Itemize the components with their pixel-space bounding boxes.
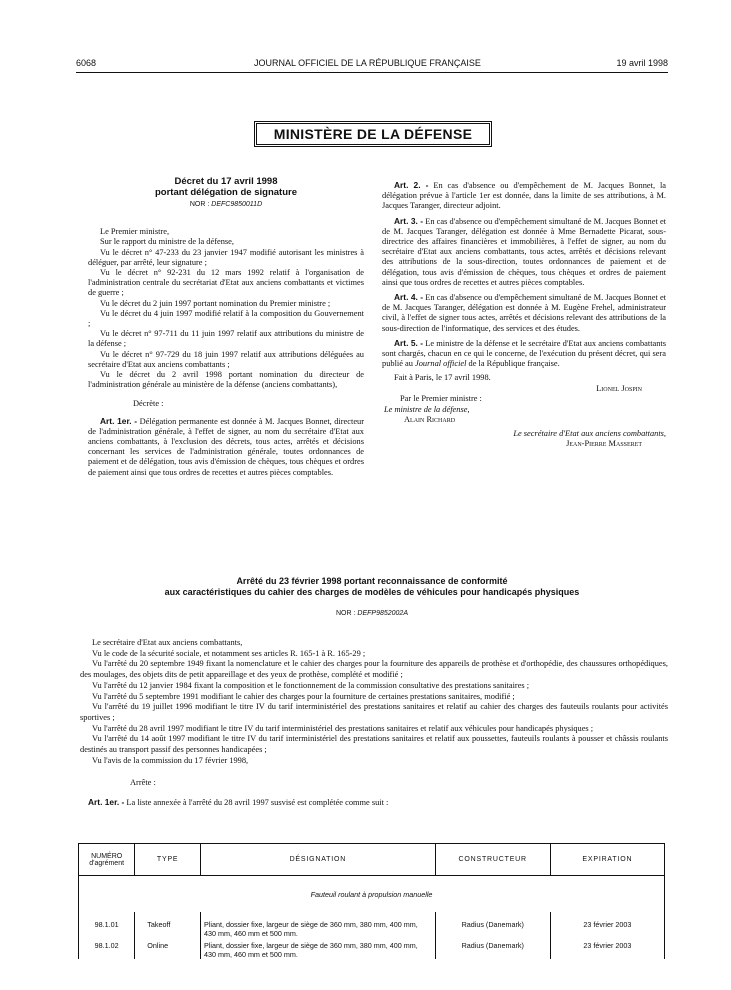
page-number: 6068 [76, 58, 97, 68]
decree-article-3-text: En cas d'absence ou d'empêchement simultané de M. Jacques Bonnet et de M. Jacques Taranger, délégation est donnée à Mme Bernadette Picarat, sous-directrice des affaires financières et immobilières, à l'effet de signer, au nom du secrétaire d'Etat aux anciens combattants, tous actes, arrêtés et décisions relevant des attributions de la sous-direction, toutes ordonnances de paiement et de délégation, tous avis d'émission de chèques, tous chèques et ordres de paiement ainsi que tous ordres de recettes et autres pièces comptables. [382, 216, 666, 287]
decree-article-5-journal: Journal officiel [415, 359, 467, 369]
arrete-nor-label: NOR : [336, 610, 356, 617]
annex-table [78, 843, 665, 959]
row-type: Online [135, 938, 201, 959]
decree-article-4-text: En cas d'absence ou d'empêchement simultané de M. Jacques Bonnet et de M. Jacques Taranger, délégation est donnée à M. Eugène Frehel, administrateur civil, à l'effet de signer tous actes, arrêtés et décisions relevant des attributions de la sous-direction de l'informatique, des services et des études. [382, 293, 666, 333]
issue-date: 19 avril 1998 [616, 58, 668, 68]
arrete-nor-code: DEFP9852002A [357, 610, 408, 617]
decree-opening-5: Vu le décret du 4 juin 1997 modifié relatif à la composition du Gouvernement ; [88, 308, 364, 329]
row-manufacturer: Radius (Danemark) [435, 938, 550, 959]
header-number: NUMÉRO d'agrément [79, 844, 135, 876]
decree-opening-1: Sur le rapport du ministre de la défense, [100, 237, 234, 247]
arrete-opening-6: Vu l'arrêté du 28 avril 1997 modifiant le titre IV du tarif interministériel des prestations sanitaires et relatif aux véhicules pour handicapés physiques ; [92, 723, 594, 733]
decree-opening-3: Vu le décret n° 92-231 du 12 mars 1992 relatif à l'organisation de l'administration centrale du secrétariat d'Etat aux anciens combattants et victimes de guerre ; [88, 268, 364, 298]
decree-article-4 [382, 292, 666, 334]
decree-article-5-label: Art. 5. - [394, 337, 424, 348]
table-row [79, 938, 665, 959]
table-header-row [79, 844, 665, 876]
decree-left-column [88, 176, 364, 478]
signatory-pm: Lionel Jospin [596, 383, 642, 393]
header-designation: DÉSIGNATION [201, 844, 436, 876]
row-number: 98.1.02 [79, 938, 135, 959]
row-manufacturer: Radius (Danemark) [435, 912, 550, 938]
decree-opening-4: Vu le décret du 2 juin 1997 portant nomination du Premier ministre ; [100, 298, 331, 308]
decree-article-5 [382, 338, 666, 370]
decree-article-5-text-a: Le ministre de la défense et le secrétaire d'Etat aux anciens combattants sont chargés, chacun en ce qui le concerne, de l'exécution du présent décret, qui sera publié au [382, 338, 667, 369]
arrete-article-1-label: Art. 1er. - [88, 797, 125, 808]
arrete-opening-4: Vu l'arrêté du 5 septembre 1991 modifiant le cahier des charges pour la fourniture de certaines prestations sanitaires, modifié ; [92, 691, 515, 701]
decree-opening-2: Vu le décret n° 47-233 du 23 janvier 1947 modifié autorisant les ministres à déléguer, par arrêté, leur signature ; [88, 247, 364, 267]
by-prime-minister: Par le Premier ministre : [400, 394, 482, 404]
decree-article-1-text: Délégation permanente est donnée à M. Jacques Bonnet, directeur de l'administration générale, à l'effet de signer, au nom du secrétaire d'Etat aux anciens combattants, à l'exclusion des décrets, tous actes, arrêtés et décisions concernant les services de l'administration générale, toutes ordonnances de paiement et de délégation, tous avis d'émission de chèques, tous chèques et ordres de paiement ainsi que tous ordres de recettes et autres pièces comptables. [88, 416, 365, 477]
arrete-opening-1: Vu le code de la sécurité sociale, et notamment ses articles R. 165-1 à R. 165-29 ; [92, 648, 366, 658]
arrete-word: Arrête : [130, 778, 156, 788]
arrete-title-line2: aux caractéristiques du cahier des charges de modèles de véhicules pour handicapés physiques [164, 586, 580, 597]
arrete-article-1-text: La liste annexée à l'arrêté du 28 avril 1997 susvisé est complétée comme suit : [126, 798, 389, 808]
decree-opening-0: Le Premier ministre, [100, 227, 170, 237]
row-number: 98.1.01 [79, 912, 135, 938]
row-designation: Pliant, dossier fixe, largeur de siège de 360 mm, 380 mm, 400 mm, 430 mm, 460 mm et 500 mm. [201, 912, 436, 938]
arrete-heading [76, 576, 668, 617]
arrete-title-line1: Arrêté du 23 février 1998 portant reconnaissance de conformité [236, 576, 508, 586]
header-expiration: EXPIRATION [550, 844, 664, 876]
decree-place-date: Fait à Paris, le 17 avril 1998. [394, 373, 491, 383]
arrete-opening-3: Vu l'arrêté du 12 janvier 1984 fixant la composition et le fonctionnement de la commission consultative des prestations sanitaires ; [92, 680, 530, 690]
header-type: TYPE [135, 844, 201, 876]
minister-title: Le ministre de la défense, [384, 404, 470, 414]
header-manufacturer: CONSTRUCTEUR [435, 844, 550, 876]
decree-title-line2: portant délégation de signature [155, 187, 297, 198]
decree-article-1 [88, 416, 364, 478]
decree-opening-8: Vu le décret du 2 avril 1998 portant nomination du directeur de l'administration générale au ministère de la défense (anciens combattants), [88, 370, 364, 390]
table-subheading: Fauteuil roulant à propulsion manuelle [79, 876, 665, 913]
decree-opening-6: Vu le décret n° 97-711 du 11 juin 1997 relatif aux attributions du ministre de la défense ; [88, 329, 364, 349]
decree-nor-label: NOR : [189, 201, 210, 208]
decree-article-2-label: Art. 2. - [394, 180, 429, 190]
decree-right-column [382, 180, 666, 450]
row-expiration: 23 février 2003 [550, 938, 664, 959]
page-header [76, 58, 668, 72]
row-type: Takeoff [135, 912, 201, 938]
decree-opening-7: Vu le décret n° 97-729 du 18 juin 1997 relatif aux attributions déléguées au secrétaire d'Etat aux anciens combattants ; [88, 349, 364, 369]
decree-article-1-label: Art. 1er. - [100, 415, 138, 426]
arrete-nor [76, 610, 668, 617]
decree-nor-code: DEFC9850011D [211, 201, 263, 208]
decree-article-5-text-b: de la République française. [466, 359, 560, 369]
arrete-opening-8: Vu l'avis de la commission du 17 février 1998, [92, 755, 249, 765]
decree-article-4-label: Art. 4. - [394, 292, 424, 303]
decree-title-line1: Décret du 17 avril 1998 [174, 176, 278, 187]
arrete-opening-0: Le secrétaire d'Etat aux anciens combattants, [92, 638, 243, 647]
arrete-opening-2: Vu l'arrêté du 20 septembre 1949 fixant la nomenclature et le cahier des charges pour la fourniture des appareils de prothèse et d'orthopédie, des chaussures orthopédiques, des moulages, des objets dits de petit appareillage et des yeux de prothèse, complété et modifié ; [80, 659, 668, 680]
row-expiration: 23 février 2003 [550, 912, 664, 938]
arrete-opening-7: Vu l'arrêté du 14 août 1997 modifiant le titre IV du tarif interministériel des prestations sanitaires et relatif aux poussettes, fauteuils roulants à pousser et châssis roulants destinés au transport passif des personnes handicapées ; [80, 734, 668, 755]
arrete-opening-5: Vu l'arrêté du 19 juillet 1996 modifiant le titre IV du tarif interministériel des prestations sanitaires et relatif au cahier des charges des fauteuils roulants pour activités sportives ; [80, 702, 668, 722]
decree-article-2 [382, 180, 666, 212]
arrete-body [80, 638, 668, 809]
decree-article-2-text: En cas d'absence ou d'empêchement de M. Jacques Bonnet, la délégation prévue à l'article 1er est donnée, dans la limite de ses attributions, à M. Jacques Taranger, directeur adjoint. [382, 181, 667, 211]
minister-name: Alain Richard [404, 415, 456, 425]
table-subheading-row [79, 876, 665, 913]
decree-article-3-label: Art. 3. - [394, 215, 424, 226]
arrete-article-1 [80, 797, 668, 809]
header-rule [76, 72, 668, 73]
table-row [79, 912, 665, 938]
ministry-heading: MINISTÈRE DE LA DÉFENSE [254, 121, 492, 147]
secretary-name: Jean-Pierre Masseret [566, 439, 642, 449]
decree-decrete: Décrète : [133, 399, 164, 409]
decree-article-3 [382, 216, 666, 288]
secretary-title: Le secrétaire d'Etat aux anciens combattants, [513, 428, 666, 438]
decree-nor [88, 200, 364, 210]
row-designation: Pliant, dossier fixe, largeur de siège de 360 mm, 380 mm, 400 mm, 430 mm, 460 mm et 500 mm. [201, 938, 436, 959]
journal-title: JOURNAL OFFICIEL DE LA RÉPUBLIQUE FRANÇAISE [254, 58, 481, 68]
